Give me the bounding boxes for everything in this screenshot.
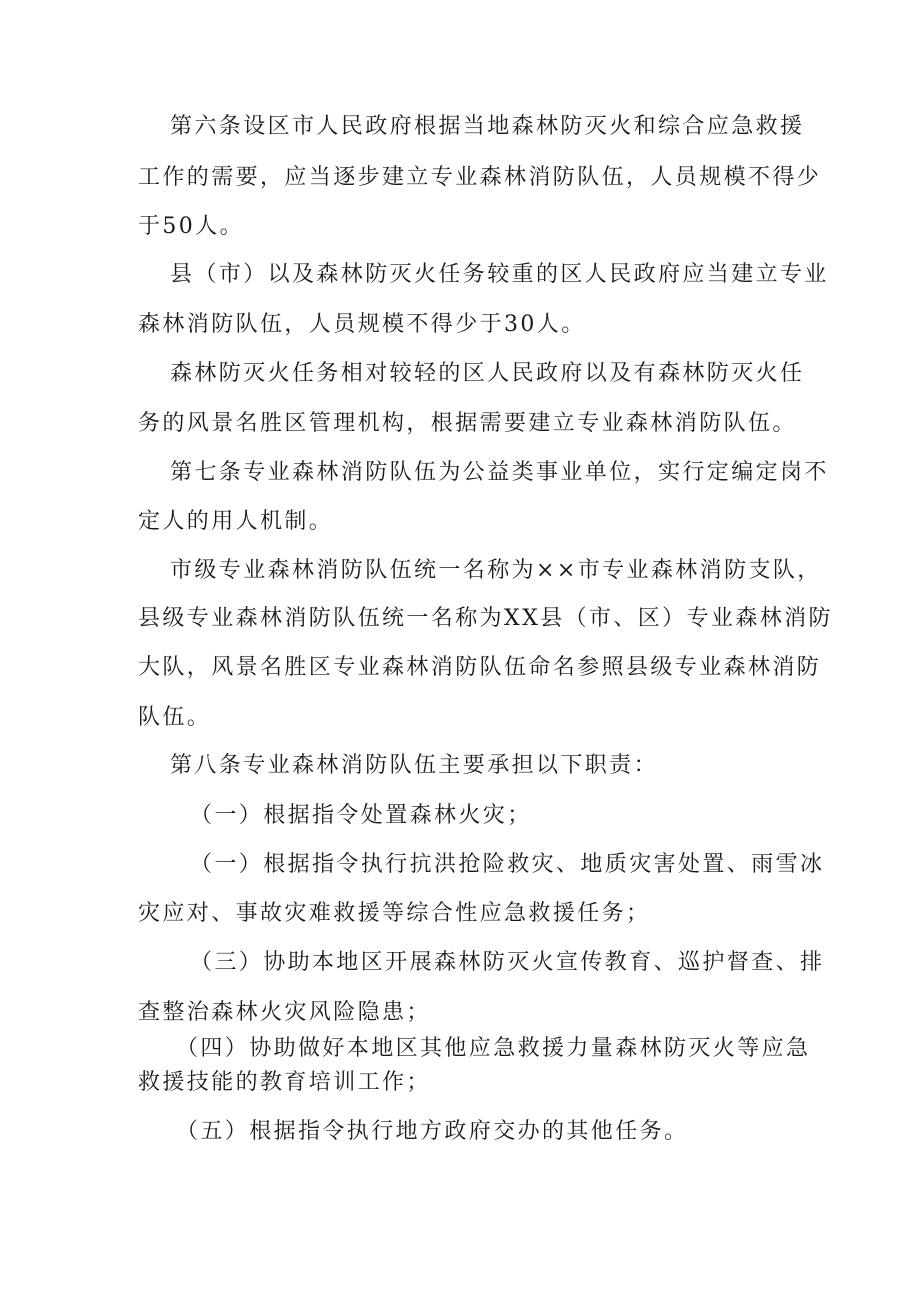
text-line: 县级专业森林消防队伍统一名称为XX县（市、区）专业森林消防 (138, 606, 833, 631)
text-line: 第七条专业森林消防队伍为公益类事业单位，实行定编定岗不 (170, 460, 829, 485)
text-line: 森林消防队伍，人员规模不得少于30人。 (138, 312, 586, 337)
text-line: （四）协助做好本地区其他应急救援力量森林防灭火等应急 (176, 1036, 811, 1061)
text-line: 第六条设区市人民政府根据当地森林防灭火和综合应急救援 (170, 114, 805, 139)
text-line: （三）协助本地区开展森林防灭火宣传教育、巡护督查、排 (190, 950, 825, 975)
text-line: （五）根据指令执行地方政府交办的其他任务。 (176, 1119, 689, 1144)
text-line: （一）根据指令处置森林火灾； (190, 803, 532, 828)
text-line: 工作的需要，应当逐步建立专业森林消防队伍，人员规模不得少 (138, 165, 822, 190)
text-line: 务的风景名胜区管理机构，根据需要建立专业森林消防队伍。 (138, 411, 797, 436)
text-line: 定人的用人机制。 (138, 509, 334, 534)
text-line: 县（市）以及森林防灭火任务较重的区人民政府应当建立专业 (170, 262, 829, 287)
text-line: （一）根据指令执行抗洪抢险救灾、地质灾害处置、雨雪冰 (190, 852, 825, 877)
text-line: 于50人。 (138, 214, 244, 239)
text-line: 第八条专业森林消防队伍主要承担以下职责： (170, 753, 659, 778)
text-line: 查整治森林火灾风险隐患； (138, 1000, 431, 1025)
text-line: 森林防灭火任务相对较轻的区人民政府以及有森林防灭火任 (170, 361, 805, 386)
text-line: 队伍。 (138, 705, 212, 730)
text-line: 市级专业森林消防队伍统一名称为××市专业森林消防支队， (170, 558, 822, 583)
text-line: 大队，风景名胜区专业森林消防队伍命名参照县级专业森林消防 (138, 655, 822, 680)
text-line: 灾应对、事故灾难救援等综合性应急救援任务； (138, 901, 651, 926)
text-line: 救援技能的教育培训工作； (138, 1070, 431, 1095)
